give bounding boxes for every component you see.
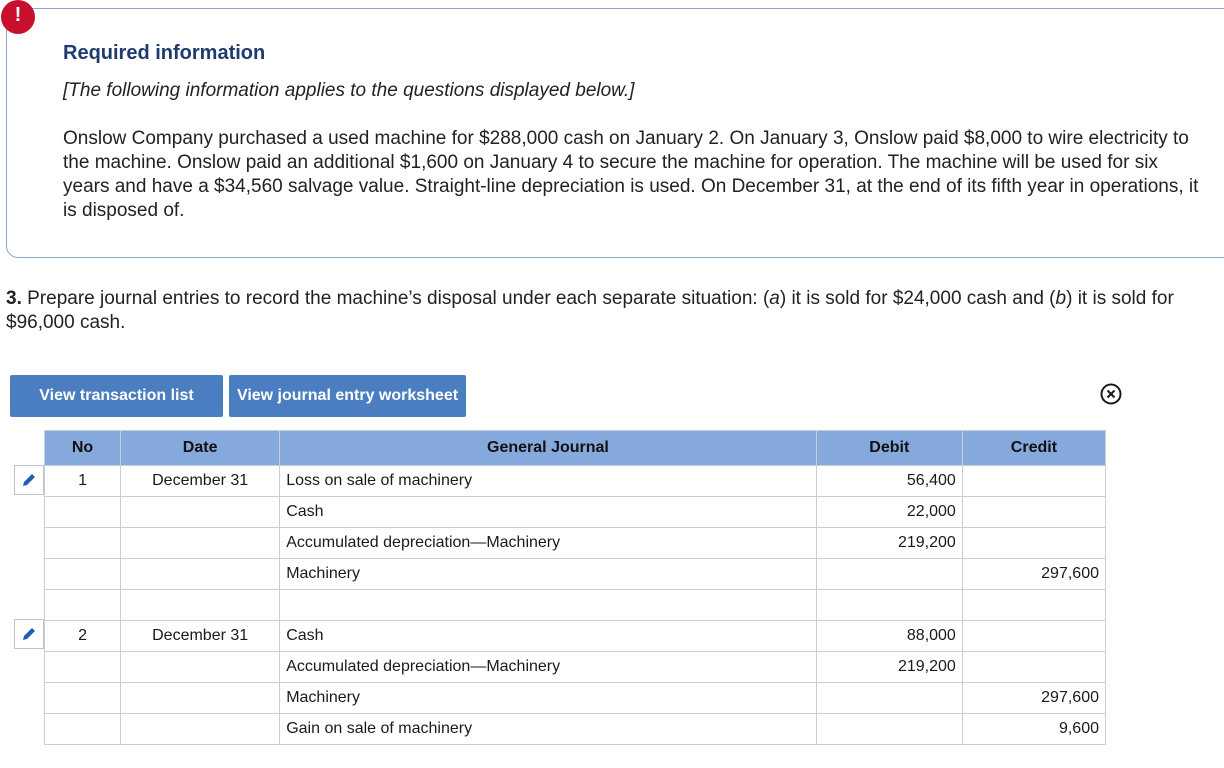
cell-date — [121, 559, 280, 590]
cell-account: Loss on sale of machinery — [280, 466, 817, 497]
table-row — [45, 683, 1106, 714]
cell-date — [121, 590, 280, 621]
pencil-icon — [20, 625, 38, 643]
header-credit: Credit — [962, 431, 1105, 466]
table-row — [45, 621, 1106, 652]
cell-account: Accumulated depreciation—Machinery — [280, 652, 817, 683]
cell-debit: 56,400 — [816, 466, 962, 497]
cell-account: Accumulated depreciation—Machinery — [280, 528, 817, 559]
question-number: 3. — [6, 288, 22, 309]
cell-no — [45, 590, 121, 621]
cell-no: 2 — [45, 621, 121, 652]
header-general-journal: General Journal — [280, 431, 817, 466]
table-row — [45, 497, 1106, 528]
cell-credit: 297,600 — [962, 559, 1105, 590]
cell-debit — [816, 590, 962, 621]
cell-account: Cash — [280, 497, 817, 528]
cell-no: 1 — [45, 466, 121, 497]
table-row — [45, 714, 1106, 745]
cell-credit — [962, 621, 1105, 652]
cell-debit — [816, 683, 962, 714]
view-transaction-list-button[interactable]: View transaction list — [10, 375, 223, 417]
required-info-title: Required information — [63, 42, 266, 64]
pencil-icon — [20, 471, 38, 489]
table-row — [45, 652, 1106, 683]
cell-debit: 219,200 — [816, 528, 962, 559]
question-part-b: b — [1055, 288, 1067, 309]
table-header-row — [45, 431, 1106, 466]
cell-credit — [962, 466, 1105, 497]
table-row — [45, 559, 1106, 590]
cell-debit: 219,200 — [816, 652, 962, 683]
cell-account: Cash — [280, 621, 817, 652]
question-text — [6, 287, 1222, 335]
cell-credit: 9,600 — [962, 714, 1105, 745]
cell-account: Machinery — [280, 683, 817, 714]
cell-date — [121, 652, 280, 683]
cell-credit — [962, 528, 1105, 559]
required-info-body: Onslow Company purchased a used machine for $288,000 cash on January 2. On January 3, Onslow paid $8,000 to wire electricity to the machine. Onslow paid an additional $1,600 on January 4 to secure the machine for operation. The machine will be used for six years and have a $34,560 salvage value. Straight-line depreciation is used. On December 31, at the end of its fifth year in operations, it is disposed of. — [63, 128, 1199, 221]
question-part-2: ) it is sold for $24,000 cash and ( — [779, 288, 1056, 309]
cell-date — [121, 497, 280, 528]
cell-credit — [962, 590, 1105, 621]
cell-account: Gain on sale of machinery — [280, 714, 817, 745]
cell-no — [45, 559, 121, 590]
cell-date: December 31 — [121, 621, 280, 652]
cell-credit — [962, 652, 1105, 683]
required-info-subtitle: [The following information applies to the questions displayed below.] — [63, 80, 635, 101]
cell-date: December 31 — [121, 466, 280, 497]
edit-entry-2-button[interactable] — [14, 619, 44, 649]
cell-debit — [816, 559, 962, 590]
table-row — [45, 528, 1106, 559]
header-date: Date — [121, 431, 280, 466]
edit-entry-1-button[interactable] — [14, 465, 44, 495]
cell-account: Machinery — [280, 559, 817, 590]
header-no: No — [45, 431, 121, 466]
question-part-1: Prepare journal entries to record the machine’s disposal under each separate situation: ( — [21, 288, 770, 309]
journal-table — [44, 430, 1106, 745]
cell-debit: 88,000 — [816, 621, 962, 652]
cell-no — [45, 528, 121, 559]
cell-account — [280, 590, 817, 621]
cell-no — [45, 497, 121, 528]
cell-date — [121, 683, 280, 714]
table-row — [45, 590, 1106, 621]
table-row — [45, 466, 1106, 497]
cell-no — [45, 652, 121, 683]
cell-debit — [816, 714, 962, 745]
cell-no — [45, 683, 121, 714]
cell-debit: 22,000 — [816, 497, 962, 528]
alert-icon: ! — [1, 0, 35, 34]
cell-no — [45, 714, 121, 745]
cell-date — [121, 528, 280, 559]
view-journal-entry-worksheet-button[interactable]: View journal entry worksheet — [229, 375, 466, 417]
cell-date — [121, 714, 280, 745]
close-icon[interactable] — [1100, 383, 1122, 405]
cell-credit — [962, 497, 1105, 528]
cell-credit: 297,600 — [962, 683, 1105, 714]
header-debit: Debit — [816, 431, 962, 466]
question-part-3: ) it is sold for $96,000 cash. — [6, 288, 1174, 333]
question-part-a: a — [769, 288, 780, 309]
